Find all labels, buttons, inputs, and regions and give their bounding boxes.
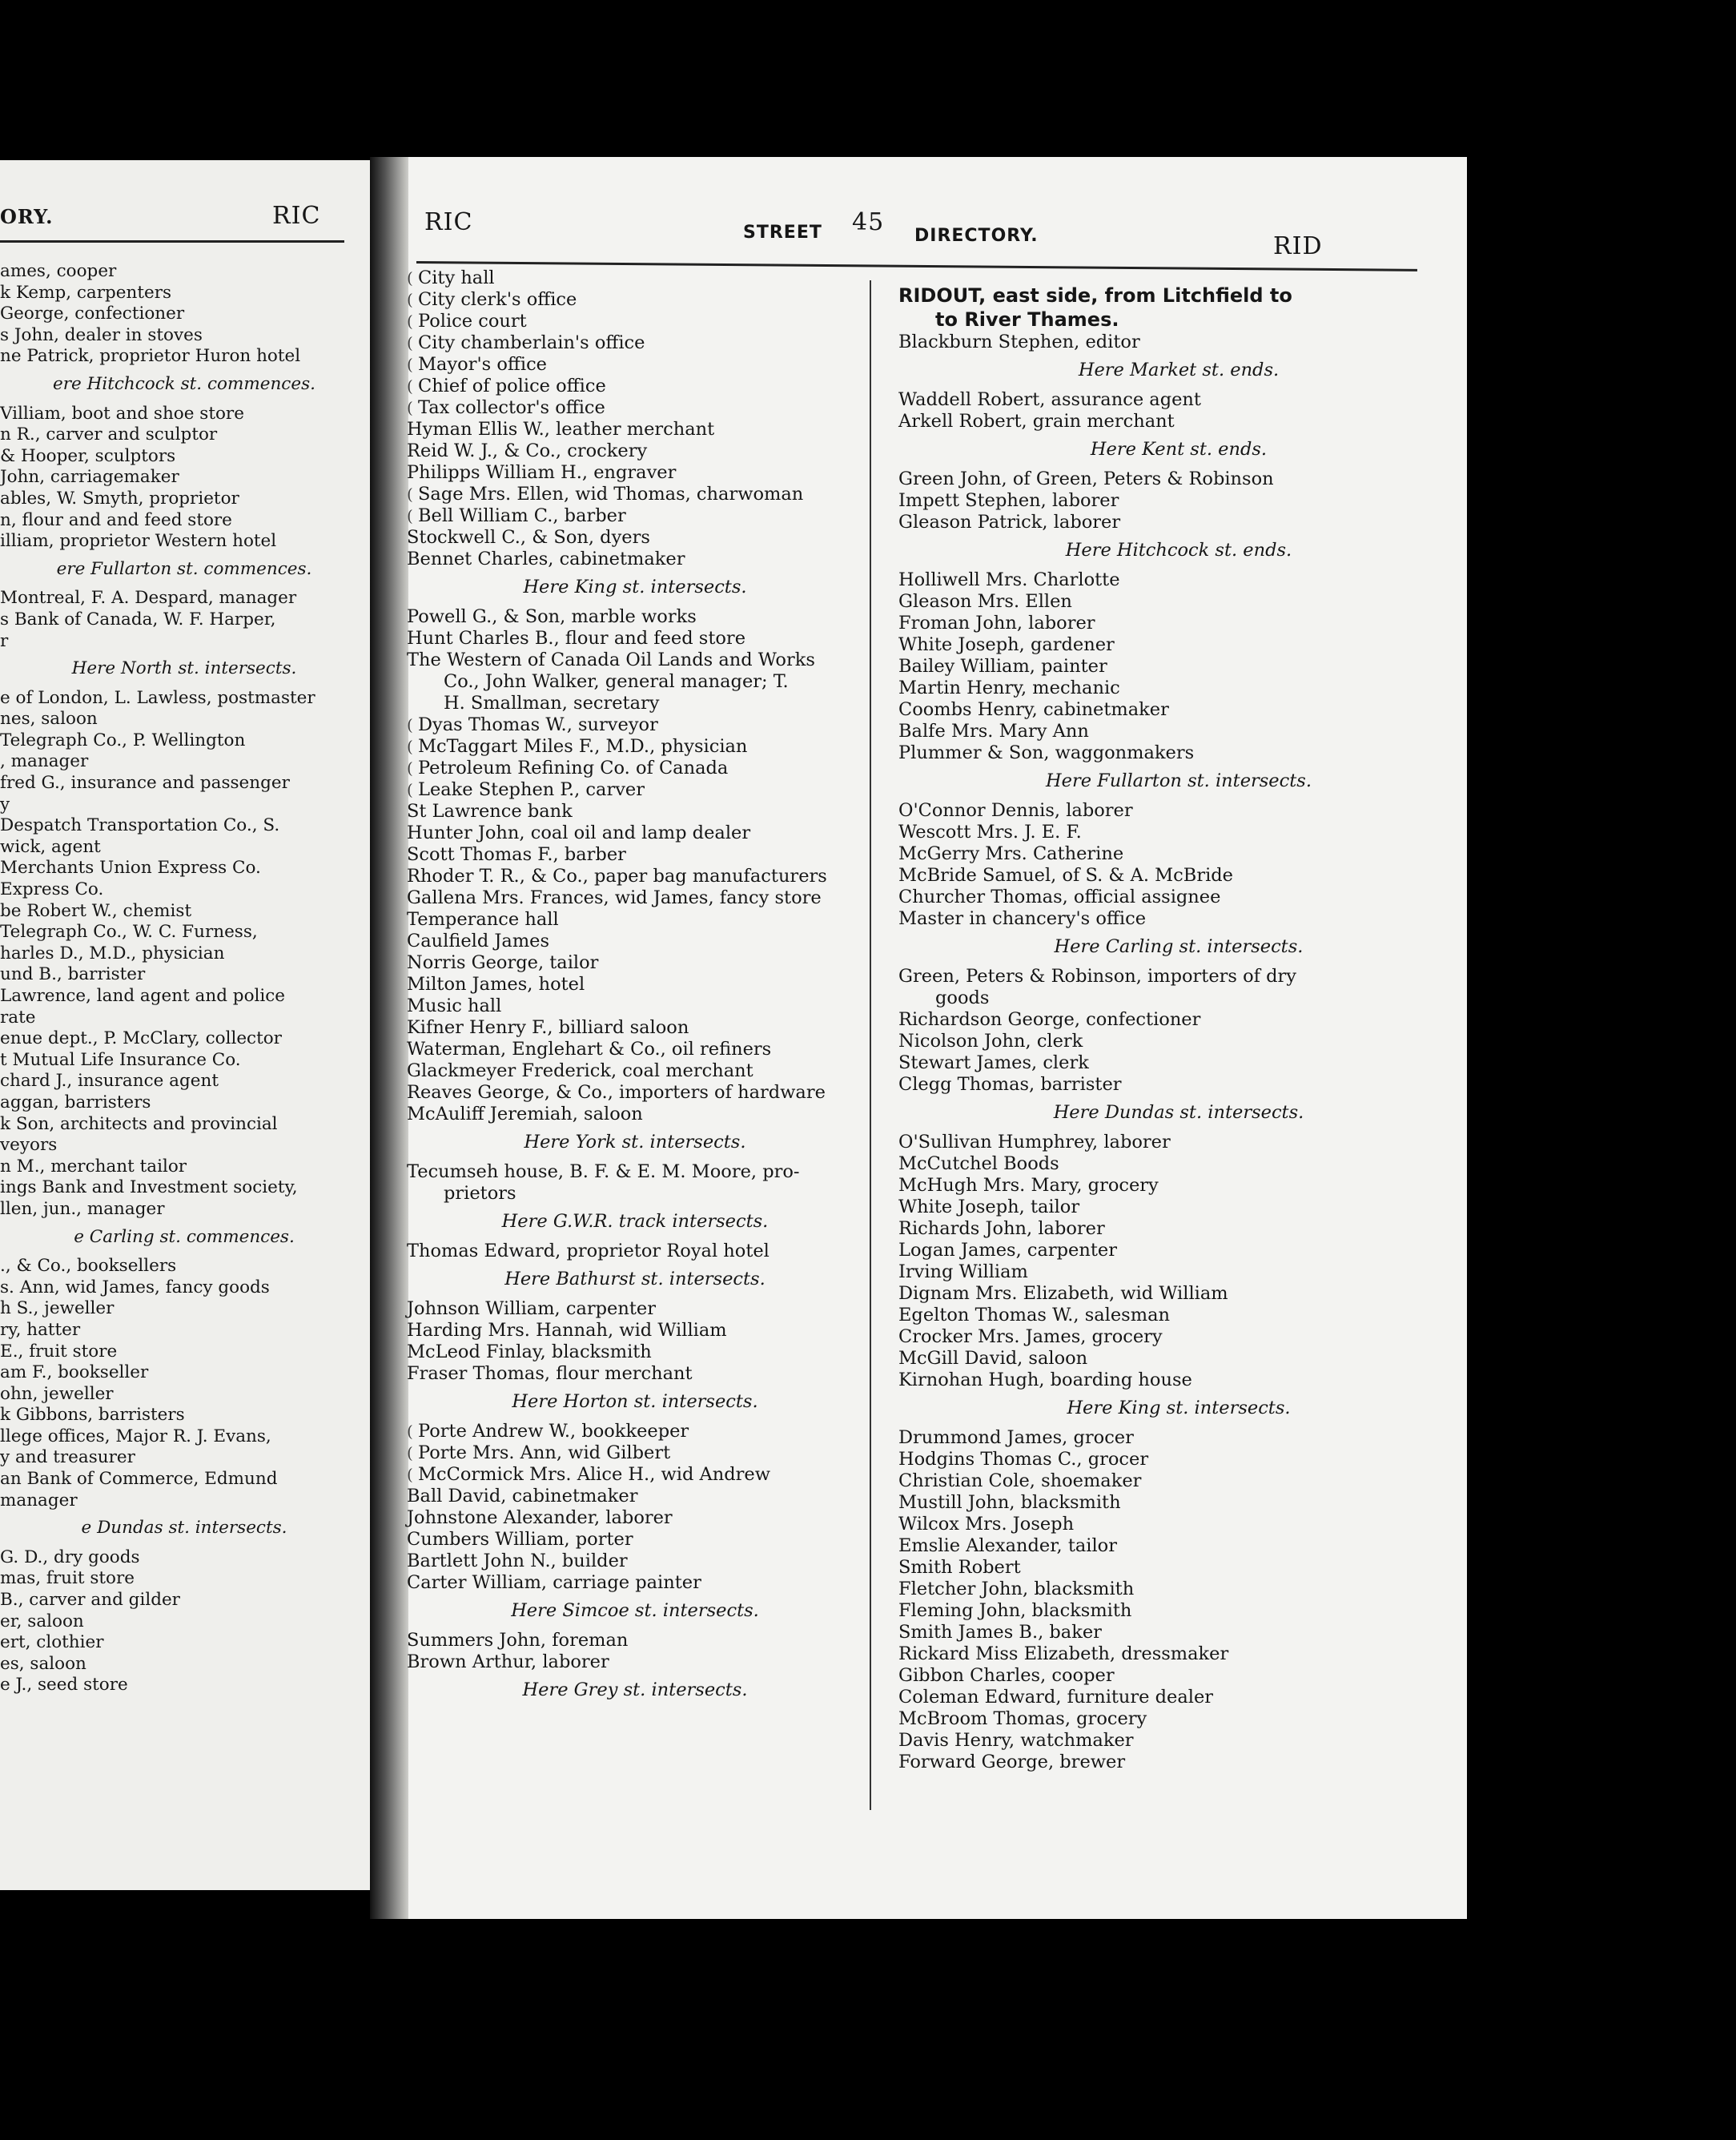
directory-entry: ( Petroleum Refining Co. of Canada bbox=[407, 758, 863, 779]
directory-entry: ( Tax collector's office bbox=[407, 397, 863, 419]
directory-entry: ( Porte Mrs. Ann, wid Gilbert bbox=[407, 1442, 863, 1464]
directory-entry: Harding Mrs. Hannah, wid William bbox=[407, 1320, 727, 1341]
directory-entry: White Joseph, gardener bbox=[898, 634, 1115, 655]
directory-entry: White Joseph, tailor bbox=[898, 1197, 1080, 1217]
left-header-right: RIC bbox=[272, 202, 321, 230]
directory-entry: McGerry Mrs. Catherine bbox=[898, 843, 1124, 864]
directory-entry: Co., John Walker, general manager; T. bbox=[444, 671, 789, 692]
directory-entry: n, flour and and feed store bbox=[0, 509, 232, 530]
directory-entry: Mustill John, blacksmith bbox=[898, 1492, 1121, 1513]
directory-entry: Churcher Thomas, official assignee bbox=[898, 887, 1221, 907]
directory-entry: ( City chamberlain's office bbox=[407, 332, 863, 354]
street-intersection-heading: Here Grey st. intersects. bbox=[522, 1679, 748, 1700]
directory-entry: Richardson George, confectioner bbox=[898, 1009, 1201, 1030]
directory-entry: Blackburn Stephen, editor bbox=[898, 332, 1140, 352]
directory-entry: Brown Arthur, laborer bbox=[407, 1651, 609, 1672]
directory-entry: B., carver and gilder bbox=[0, 1590, 180, 1611]
directory-entry: rate bbox=[0, 1007, 36, 1028]
directory-entry: e of London, L. Lawless, postmaster bbox=[0, 687, 315, 708]
directory-entry: John, carriagemaker bbox=[0, 467, 179, 488]
directory-entry: r bbox=[0, 630, 9, 651]
right-header-street: STREET bbox=[743, 223, 822, 243]
directory-entry: ohn, jeweller bbox=[0, 1383, 114, 1404]
right-column-1 bbox=[407, 268, 863, 1709]
directory-entry: illiam, proprietor Western hotel bbox=[0, 531, 277, 552]
directory-entry: McBride Samuel, of S. & A. McBride bbox=[898, 865, 1233, 886]
directory-entry: ( Bell William C., barber bbox=[407, 505, 863, 527]
directory-entry: Milton James, hotel bbox=[407, 974, 585, 995]
directory-entry: Reid W. J., & Co., crockery bbox=[407, 440, 648, 461]
directory-entry: Wescott Mrs. J. E. F. bbox=[898, 822, 1082, 843]
directory-entry: aggan, barristers bbox=[0, 1092, 151, 1112]
directory-entry: ( Sage Mrs. Ellen, wid Thomas, charwoman bbox=[407, 484, 863, 505]
street-intersection-heading: Here Carling st. intersects. bbox=[1054, 936, 1304, 957]
street-intersection-heading: e Carling st. commences. bbox=[74, 1226, 295, 1247]
directory-entry: llege offices, Major R. J. Evans, bbox=[0, 1426, 271, 1446]
directory-entry: Gleason Mrs. Ellen bbox=[898, 591, 1072, 612]
directory-entry: Telegraph Co., P. Wellington bbox=[0, 730, 246, 750]
directory-entry: Johnson William, carpenter bbox=[407, 1298, 656, 1319]
street-intersection-heading: Here Bathurst st. intersects. bbox=[504, 1269, 766, 1289]
directory-entry: am F., bookseller bbox=[0, 1362, 149, 1383]
directory-entry: Green John, of Green, Peters & Robinson bbox=[898, 469, 1274, 489]
directory-entry: Reaves George, & Co., importers of hardware bbox=[407, 1082, 826, 1103]
directory-entry: Smith Robert bbox=[898, 1557, 1021, 1578]
directory-entry: ( Porte Andrew W., bookkeeper bbox=[407, 1421, 863, 1442]
directory-entry: Gibbon Charles, cooper bbox=[898, 1665, 1115, 1686]
directory-entry: Froman John, laborer bbox=[898, 613, 1095, 634]
directory-entry: George, confectioner bbox=[0, 304, 185, 324]
directory-entry: McCutchel Boods bbox=[898, 1153, 1059, 1174]
directory-entry: McAuliff Jeremiah, saloon bbox=[407, 1104, 643, 1124]
directory-entry: Dignam Mrs. Elizabeth, wid William bbox=[898, 1283, 1228, 1304]
street-intersection-heading: ere Fullarton st. commences. bbox=[56, 558, 312, 579]
directory-entry: fred G., insurance and passenger bbox=[0, 773, 290, 794]
right-header-right: RID bbox=[1273, 232, 1323, 260]
directory-entry: k Gibbons, barristers bbox=[0, 1405, 185, 1426]
directory-entry: und B., barrister bbox=[0, 964, 146, 985]
directory-entry: Despatch Transportation Co., S. bbox=[0, 815, 280, 836]
directory-entry: ables, W. Smyth, proprietor bbox=[0, 488, 239, 509]
directory-entry: Fletcher John, blacksmith bbox=[898, 1579, 1135, 1599]
street-intersection-heading: Here Dundas st. intersects. bbox=[1053, 1102, 1304, 1123]
directory-entry: Caulfield James bbox=[407, 931, 550, 951]
directory-entry: nes, saloon bbox=[0, 709, 98, 730]
directory-entry: h S., jeweller bbox=[0, 1298, 115, 1319]
directory-entry: n M., merchant tailor bbox=[0, 1156, 187, 1177]
directory-entry: Gallena Mrs. Frances, wid James, fancy store bbox=[407, 887, 822, 908]
directory-entry: Hyman Ellis W., leather merchant bbox=[407, 419, 715, 440]
directory-entry: ( Police court bbox=[407, 311, 863, 332]
directory-entry: Bailey William, painter bbox=[898, 656, 1107, 677]
directory-entry: St Lawrence bank bbox=[407, 801, 573, 822]
directory-entry: ( McTaggart Miles F., M.D., physician bbox=[407, 736, 863, 758]
directory-entry: an Bank of Commerce, Edmund bbox=[0, 1469, 278, 1490]
directory-entry: Egelton Thomas W., salesman bbox=[898, 1305, 1170, 1325]
directory-entry: chard J., insurance agent bbox=[0, 1071, 219, 1092]
directory-entry: McHugh Mrs. Mary, grocery bbox=[898, 1175, 1159, 1196]
directory-entry: ., & Co., booksellers bbox=[0, 1256, 177, 1277]
directory-entry: er, saloon bbox=[0, 1611, 84, 1631]
directory-entry: s. Ann, wid James, fancy goods bbox=[0, 1277, 270, 1297]
directory-entry: e J., seed store bbox=[0, 1675, 128, 1696]
directory-entry: Plummer & Son, waggonmakers bbox=[898, 742, 1195, 763]
directory-entry: Hodgins Thomas C., grocer bbox=[898, 1449, 1149, 1470]
right-header-directory: DIRECTORY. bbox=[914, 226, 1039, 246]
directory-entry: Scott Thomas F., barber bbox=[407, 844, 626, 865]
directory-entry: Music hall bbox=[407, 996, 502, 1016]
directory-entry: Carter William, carriage painter bbox=[407, 1572, 701, 1593]
directory-entry: Clegg Thomas, barrister bbox=[898, 1074, 1122, 1095]
directory-entry: Fraser Thomas, flour merchant bbox=[407, 1363, 693, 1384]
directory-entry: Davis Henry, watchmaker bbox=[898, 1730, 1134, 1751]
right-header-left: RIC bbox=[424, 208, 473, 236]
book-gutter bbox=[370, 157, 408, 1919]
street-heading: RIDOUT, east side, from Litchfield to bbox=[898, 284, 1292, 307]
directory-entry: y bbox=[0, 794, 10, 815]
street-intersection-heading: Here York st. intersects. bbox=[524, 1132, 746, 1152]
directory-entry: Cumbers William, porter bbox=[407, 1529, 633, 1550]
directory-entry: & Hooper, sculptors bbox=[0, 445, 176, 466]
directory-entry: mas, fruit store bbox=[0, 1568, 135, 1589]
directory-entry: t Mutual Life Insurance Co. bbox=[0, 1049, 241, 1070]
directory-entry: Drummond James, grocer bbox=[898, 1427, 1134, 1448]
directory-entry: goods bbox=[935, 988, 990, 1008]
directory-entry: s Bank of Canada, W. F. Harper, bbox=[0, 609, 276, 630]
directory-entry: llen, jun., manager bbox=[0, 1198, 165, 1219]
directory-entry: ( City clerk's office bbox=[407, 289, 863, 311]
directory-entry: y and treasurer bbox=[0, 1447, 135, 1468]
directory-entry: Bennet Charles, cabinetmaker bbox=[407, 549, 685, 569]
directory-entry: E., fruit store bbox=[0, 1341, 118, 1362]
directory-entry: Stockwell C., & Son, dyers bbox=[407, 527, 650, 548]
directory-entry: Wilcox Mrs. Joseph bbox=[898, 1514, 1075, 1535]
directory-entry: Smith James B., baker bbox=[898, 1622, 1102, 1643]
street-intersection-heading: Here Kent st. ends. bbox=[1090, 439, 1268, 460]
directory-entry: Glackmeyer Frederick, coal merchant bbox=[407, 1060, 753, 1081]
directory-entry: ( Leake Stephen P., carver bbox=[407, 779, 863, 801]
directory-entry: be Robert W., chemist bbox=[0, 900, 192, 921]
directory-entry: Temperance hall bbox=[407, 909, 559, 930]
street-intersection-heading: ere Hitchcock st. commences. bbox=[53, 373, 315, 394]
directory-entry: Coleman Edward, furniture dealer bbox=[898, 1687, 1214, 1708]
directory-entry: k Son, architects and provincial bbox=[0, 1113, 278, 1134]
directory-entry: Hunter John, coal oil and lamp dealer bbox=[407, 823, 751, 843]
directory-entry: Arkell Robert, grain merchant bbox=[898, 411, 1175, 432]
directory-entry: Logan James, carpenter bbox=[898, 1240, 1117, 1261]
directory-entry: Thomas Edward, proprietor Royal hotel bbox=[407, 1241, 770, 1261]
directory-entry: Fleming John, blacksmith bbox=[898, 1600, 1132, 1621]
directory-entry: ne Patrick, proprietor Huron hotel bbox=[0, 346, 301, 367]
directory-entry: McGill David, saloon bbox=[898, 1348, 1088, 1369]
street-intersection-heading: e Dundas st. intersects. bbox=[81, 1518, 287, 1539]
directory-entry: Villiam, boot and shoe store bbox=[0, 403, 244, 424]
directory-entry: Ball David, cabinetmaker bbox=[407, 1486, 638, 1506]
directory-entry: prietors bbox=[444, 1183, 516, 1204]
directory-entry: enue dept., P. McClary, collector bbox=[0, 1028, 282, 1049]
directory-entry: Master in chancery's office bbox=[898, 908, 1147, 929]
directory-entry: Kifner Henry F., billiard saloon bbox=[407, 1017, 689, 1038]
directory-entry: Holliwell Mrs. Charlotte bbox=[898, 569, 1120, 590]
directory-entry: Forward George, brewer bbox=[898, 1752, 1126, 1772]
directory-entry: Express Co. bbox=[0, 879, 104, 900]
directory-entry: Hunt Charles B., flour and feed store bbox=[407, 628, 746, 649]
directory-entry: ert, clothier bbox=[0, 1632, 104, 1653]
directory-entry: Norris George, tailor bbox=[407, 952, 599, 973]
directory-entry: Christian Cole, shoemaker bbox=[898, 1470, 1142, 1491]
street-intersection-heading: Here G.W.R. track intersects. bbox=[501, 1211, 769, 1232]
directory-entry: Stewart James, clerk bbox=[898, 1052, 1089, 1073]
directory-entry: Powell G., & Son, marble works bbox=[407, 606, 697, 627]
directory-entry: Impett Stephen, laborer bbox=[898, 490, 1119, 511]
directory-entry: O'Sullivan Humphrey, laborer bbox=[898, 1132, 1171, 1152]
directory-entry: The Western of Canada Oil Lands and Works bbox=[407, 650, 815, 670]
directory-entry: Green, Peters & Robinson, importers of dry bbox=[898, 966, 1296, 987]
directory-entry: s John, dealer in stoves bbox=[0, 324, 203, 345]
directory-entry: ings Bank and Investment society, bbox=[0, 1177, 298, 1198]
right-page bbox=[370, 157, 1467, 1919]
directory-entry: k Kemp, carpenters bbox=[0, 282, 172, 303]
directory-entry: Johnstone Alexander, laborer bbox=[407, 1507, 673, 1528]
directory-entry: Emslie Alexander, tailor bbox=[898, 1535, 1117, 1556]
directory-entry: Richards John, laborer bbox=[898, 1218, 1105, 1239]
page-number: 45 bbox=[852, 208, 885, 236]
directory-entry: Tecumseh house, B. F. & E. M. Moore, pro- bbox=[407, 1161, 800, 1182]
directory-entry: Philipps William H., engraver bbox=[407, 462, 677, 483]
left-column bbox=[0, 261, 368, 1696]
directory-entry: O'Connor Dennis, laborer bbox=[898, 800, 1133, 821]
directory-entry: Summers John, foreman bbox=[407, 1630, 629, 1651]
directory-entry: ( Dyas Thomas W., surveyor bbox=[407, 714, 863, 736]
directory-entry: Rickard Miss Elizabeth, dressmaker bbox=[898, 1643, 1229, 1664]
directory-entry: n R., carver and sculptor bbox=[0, 424, 218, 445]
directory-entry: harles D., M.D., physician bbox=[0, 943, 225, 963]
directory-entry: Kirnohan Hugh, boarding house bbox=[898, 1370, 1192, 1390]
directory-entry: Nicolson John, clerk bbox=[898, 1031, 1083, 1052]
directory-entry: Waterman, Englehart & Co., oil refiners bbox=[407, 1039, 772, 1060]
directory-entry: Merchants Union Express Co. bbox=[0, 858, 261, 879]
street-intersection-heading: Here Horton st. intersects. bbox=[512, 1391, 758, 1412]
directory-entry: Waddell Robert, assurance agent bbox=[898, 389, 1201, 410]
directory-entry: Coombs Henry, cabinetmaker bbox=[898, 699, 1169, 720]
right-column-2 bbox=[898, 284, 1459, 1773]
street-intersection-heading: Here North st. intersects. bbox=[71, 658, 297, 679]
street-intersection-heading: Here Market st. ends. bbox=[1078, 360, 1280, 380]
directory-entry: H. Smallman, secretary bbox=[444, 693, 660, 714]
directory-entry: ( City hall bbox=[407, 268, 863, 289]
directory-entry: Martin Henry, mechanic bbox=[898, 678, 1120, 698]
directory-entry: ( Mayor's office bbox=[407, 354, 863, 376]
street-intersection-heading: Here King st. intersects. bbox=[1067, 1398, 1291, 1418]
street-heading: to River Thames. bbox=[935, 308, 1119, 331]
directory-entry: Crocker Mrs. James, grocery bbox=[898, 1326, 1163, 1347]
directory-entry: G. D., dry goods bbox=[0, 1547, 140, 1567]
directory-entry: Lawrence, land agent and police bbox=[0, 986, 286, 1006]
directory-entry: McBroom Thomas, grocery bbox=[898, 1708, 1147, 1729]
directory-entry: ( McCormick Mrs. Alice H., wid Andrew bbox=[407, 1464, 863, 1486]
directory-entry: McLeod Finlay, blacksmith bbox=[407, 1342, 652, 1362]
street-intersection-heading: Here King st. intersects. bbox=[523, 577, 747, 597]
directory-entry: manager bbox=[0, 1490, 78, 1510]
left-page bbox=[0, 160, 370, 1890]
directory-entry: Bartlett John N., builder bbox=[407, 1551, 628, 1571]
directory-entry: Montreal, F. A. Despard, manager bbox=[0, 588, 297, 609]
left-header-left: ORY. bbox=[0, 205, 54, 228]
directory-entry: Balfe Mrs. Mary Ann bbox=[898, 721, 1089, 742]
street-intersection-heading: Here Fullarton st. intersects. bbox=[1046, 770, 1312, 791]
directory-entry: , manager bbox=[0, 751, 89, 772]
column-divider bbox=[870, 280, 871, 1810]
directory-entry: ( Chief of police office bbox=[407, 376, 863, 397]
directory-entry: es, saloon bbox=[0, 1653, 86, 1674]
street-intersection-heading: Here Simcoe st. intersects. bbox=[511, 1600, 759, 1621]
street-intersection-heading: Here Hitchcock st. ends. bbox=[1065, 540, 1292, 561]
directory-entry: wick, agent bbox=[0, 836, 101, 857]
left-header-rule bbox=[0, 240, 344, 243]
directory-entry: ry, hatter bbox=[0, 1319, 81, 1340]
directory-entry: Rhoder T. R., & Co., paper bag manufacturers bbox=[407, 866, 827, 887]
directory-entry: veyors bbox=[0, 1135, 58, 1156]
directory-entry: Telegraph Co., W. C. Furness, bbox=[0, 922, 258, 943]
directory-entry: Gleason Patrick, laborer bbox=[898, 512, 1121, 533]
directory-entry: Irving William bbox=[898, 1261, 1028, 1282]
directory-entry: ames, cooper bbox=[0, 261, 117, 281]
